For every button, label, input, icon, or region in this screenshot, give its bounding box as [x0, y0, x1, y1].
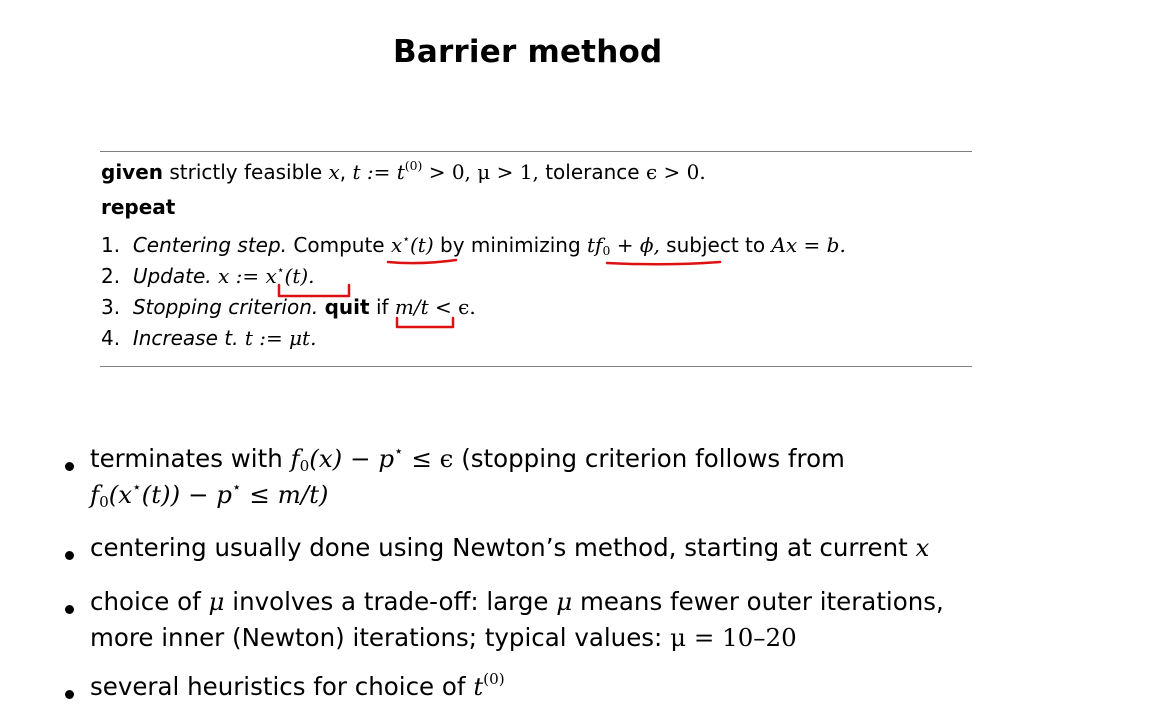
- step-name: Increase t.: [132, 326, 239, 350]
- bullet-dot: [65, 605, 74, 614]
- step-number: 4.: [101, 326, 121, 350]
- bullet1-math: $f_0(x) - p^⋆ \le \epsilon$: [290, 442, 454, 475]
- bracket-stopping: [397, 318, 453, 327]
- step1-math-objective: $tf_0 + \phi$,: [587, 233, 660, 259]
- step1-math-constraint: Ax = b.: [771, 233, 846, 257]
- bullet-dot: [65, 551, 74, 560]
- repeat-keyword: repeat: [101, 195, 176, 219]
- step-text: if: [375, 295, 389, 319]
- step-name: Centering step.: [132, 233, 288, 257]
- step-name: Update.: [132, 264, 212, 288]
- step-number: 2.: [101, 264, 121, 288]
- bullet3-mu: μ: [556, 587, 573, 616]
- page-title: Barrier method: [393, 34, 663, 70]
- step2-math-xstar: x⋆(t).: [265, 262, 315, 288]
- bullet-text: several heuristics for choice of: [90, 672, 466, 701]
- given-tolerance: tolerance: [545, 160, 640, 184]
- bullet3-math: μ = 10–20: [670, 623, 797, 652]
- given-t-assign: t :=: [352, 160, 391, 184]
- bullet-2: [90, 533, 929, 562]
- bullet2-math: x: [915, 533, 930, 562]
- quit-keyword: quit: [324, 295, 370, 319]
- bullet-dot: [65, 462, 74, 471]
- given-x: x: [328, 160, 340, 184]
- bullet-4: [90, 672, 505, 701]
- bracket-update: [279, 285, 349, 296]
- bullet-1-line-2: $f_0(x^⋆(t)) - p^⋆ \le m/t$): [90, 478, 329, 511]
- bullet-text: centering usually done using Newton’s method, starting at current: [90, 533, 908, 562]
- given-mu: μ > 1,: [477, 160, 539, 184]
- bullet-text: (stopping criterion follows from: [461, 444, 845, 473]
- step3-math-lt-eps: < ϵ.: [435, 295, 476, 319]
- given-keyword: given: [101, 160, 164, 184]
- given-t0: $t^{(0)}$: [396, 158, 423, 184]
- step-text: subject to: [666, 233, 766, 257]
- bullet-dot: [65, 690, 74, 699]
- bullet-text: involves a trade-off: large: [232, 587, 549, 616]
- given-text: strictly feasible: [169, 160, 323, 184]
- bullet-text: more inner (Newton) iterations; typical values:: [90, 623, 663, 652]
- step-number: 1.: [101, 233, 121, 257]
- bullet-text: terminates with: [90, 444, 283, 473]
- step-text: by minimizing: [440, 233, 581, 257]
- bullet-text: means fewer outer iterations,: [579, 587, 944, 616]
- bullet-3-line-1: [90, 587, 944, 616]
- bullet-1-line-1: [90, 444, 845, 473]
- step4-math-update: t := μt.: [244, 326, 317, 350]
- step2-math-assign: x :=: [217, 264, 260, 288]
- bullet-3-line-2: [90, 623, 797, 652]
- underline-objective: [607, 262, 720, 264]
- step-name: Stopping criterion.: [132, 295, 319, 319]
- given-gt-zero: > 0,: [428, 160, 471, 184]
- step-text: Compute: [293, 233, 385, 257]
- given-eps: ϵ > 0.: [645, 160, 706, 184]
- underline-xstar: [388, 260, 456, 263]
- bullet4-math: $t^{(0)}$: [473, 670, 505, 701]
- step3-math-ratio: m/t: [394, 295, 429, 319]
- step1-math-xstar: x⋆(t): [390, 231, 434, 257]
- bullet-text: choice of: [90, 587, 201, 616]
- bullet3-mu: μ: [208, 587, 225, 616]
- given-line: given strictly feasible x, t := $t^{(0)} > 0$, μ > 1, tolerance ϵ > 0.: [101, 158, 706, 184]
- step-number: 3.: [101, 295, 121, 319]
